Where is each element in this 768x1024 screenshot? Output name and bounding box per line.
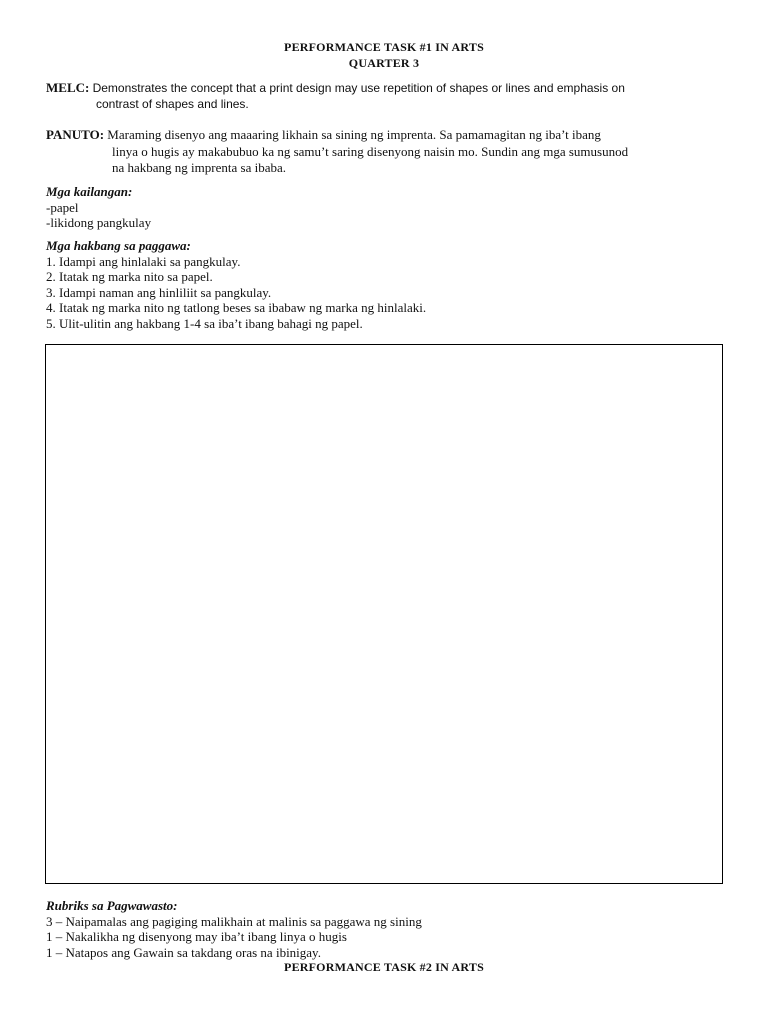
page-title: PERFORMANCE TASK #1 IN ARTS [284,40,484,54]
rubrics-section [46,898,422,960]
list-item: 4. Itatak ng marka nito ng tatlong beses sa ibabaw ng marka ng hinlalaki. [46,300,427,315]
panuto-text-1: Maraming disenyo ang maaaring likhain sa sining ng imprenta. Sa pamamagitan ng iba’t ibang [107,127,601,142]
panuto-label: PANUTO: [46,127,105,142]
list-item: 2. Itatak ng marka nito sa papel. [46,269,213,284]
rubrics-heading: Rubriks sa Pagwawasto: [46,898,178,913]
melc-section [46,80,726,112]
panuto-text-2: linya o hugis ay makabubuo ka ng samu’t saring disenyong naisin mo. Sundin ang mga sumusunod [112,143,629,159]
panuto-line-1 [46,127,736,144]
list-item: 1 – Natapos ang Gawain sa takdang oras na ibinigay. [46,944,321,960]
melc-text-1: Demonstrates the concept that a print design may use repetition of shapes or lines and emphasis on [92,81,625,95]
materials-section [46,184,151,231]
list-item: 1 – Nakalikha ng disenyong may iba’t ibang linya o hugis [46,929,347,944]
quarter-label: QUARTER 3 [348,56,420,70]
list-item: -likidong pangkulay [46,215,152,230]
panuto-section [46,127,736,177]
list-item: 3. Idampi naman ang hinliliit sa pangkulay. [46,284,272,300]
melc-label: MELC: [46,80,90,95]
melc-text-2: contrast of shapes and lines. [96,97,249,111]
melc-line-1 [46,80,726,96]
drawing-area [45,344,723,884]
list-item: -papel [46,199,79,215]
steps-section [46,238,426,331]
list-item: 1. Idampi ang hinlalaki sa pangkulay. [46,253,241,269]
steps-heading: Mga hakbang sa paggawa: [46,238,191,253]
materials-heading: Mga kailangan: [46,184,133,199]
panuto-text-3: na hakbang ng imprenta sa ibaba. [112,160,286,175]
list-item: 5. Ulit-ulitin ang hakbang 1-4 sa iba’t ibang bahagi ng papel. [46,315,363,331]
next-task-title: PERFORMANCE TASK #2 IN ARTS [284,960,484,974]
list-item: 3 – Naipamalas ang pagiging malikhain at malinis sa paggawa ng sining [46,913,422,929]
